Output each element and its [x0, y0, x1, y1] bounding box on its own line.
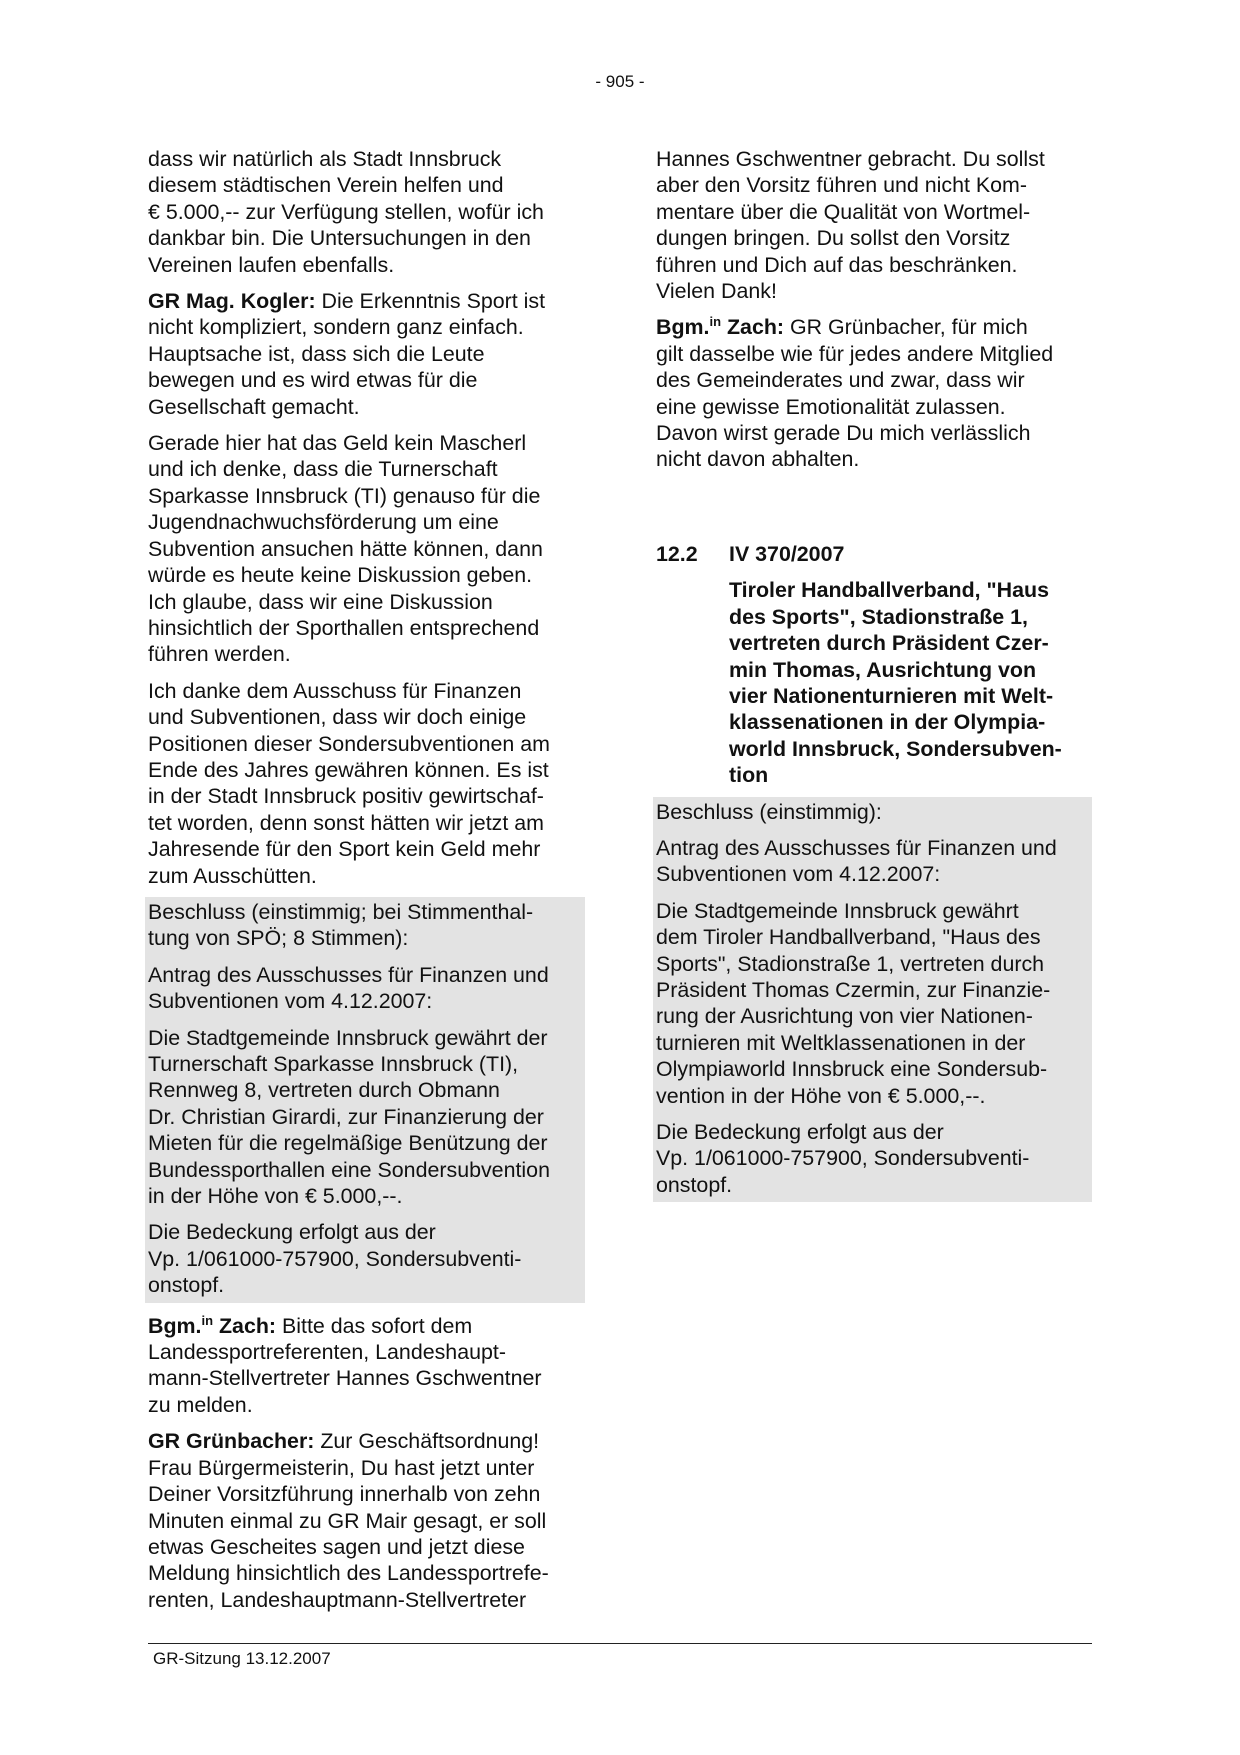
agenda-item-ref: IV 370/2007	[729, 541, 845, 566]
speaker-title-sup: in	[709, 314, 722, 330]
speech-zach	[656, 314, 1092, 472]
resolution-text: Die Stadtgemeinde Innsbruck gewährt dem Tiroler Handballverband, "Haus des Sports", Stadionstraße 1, vertreten durch Präsident Thomas Czermin, zur Finanzie- rung der Ausrichtung von vier Nationen- turnieren mit Weltklassenationen in der Olympiaworld Innsbruck eine Sondersub- vention in der Höhe von € 5.000,--.	[656, 898, 1051, 1108]
right-column	[656, 146, 1092, 1212]
speech-zach	[148, 1313, 585, 1419]
speaker-name	[148, 1314, 276, 1338]
speech-text: Bitte das sofort dem Landessportreferenten, Landeshaupt- mann-Stellvertreter Hannes Gschwentner zu melden.	[148, 1313, 542, 1417]
speaker-title: Bgm.	[148, 1313, 202, 1338]
section-spacer	[656, 483, 1092, 541]
speech-text: GR Grünbacher, für mich gilt dasselbe wie für jedes andere Mitglied des Gemeinderates und zwar, dass wir eine gewisse Emotionalität zulassen. Davon wirst gerade Du mich verlässlich nicht davon abhalten.	[656, 315, 1054, 472]
resolution-heading: Beschluss (einstimmig; bei Stimmenthal- tung von SPÖ; 8 Stimmen):	[148, 899, 534, 951]
footer-text: GR-Sitzung 13.12.2007	[153, 1649, 331, 1668]
resolution-heading: Beschluss (einstimmig):	[656, 799, 882, 824]
speech-text: Die Erkenntnis Sport ist nicht kompliziert, sondern ganz einfach. Hauptsache ist, dass sich die Leute bewegen und es wird etwas für die Gesellschaft gemacht.	[148, 289, 546, 419]
footer-rule	[148, 1643, 1092, 1644]
paragraph: Hannes Gschwentner gebracht. Du sollst aber den Vorsitz führen und nicht Kom- mentare über die Qualität von Wortmel- dungen bringen. Du sollst den Vorsitz führen und Dich auf das beschränken. Vielen Dank!	[656, 147, 1045, 304]
speaker-title: Bgm.	[656, 315, 710, 340]
speaker-name	[656, 315, 784, 339]
speaker-title-sup: in	[201, 1312, 214, 1328]
resolution-box	[653, 797, 1092, 1203]
resolution-motion: Antrag des Ausschusses für Finanzen und Subventionen vom 4.12.2007:	[656, 835, 1057, 887]
speaker-surname: Zach:	[213, 1313, 277, 1338]
agenda-item-header	[656, 541, 1092, 567]
speaker-name: GR Grünbacher:	[148, 1429, 315, 1454]
agenda-item-number: 12.2	[656, 541, 698, 566]
speaker-name: GR Mag. Kogler:	[148, 289, 316, 314]
paragraph: Gerade hier hat das Geld kein Mascherl und ich denke, dass die Turnerschaft Sparkasse Innsbruck (TI) genauso für die Jugendnachwuchsförderung um eine Subvention ansuchen hätte können, dann würde es heute keine Diskussion geben. Ich glaube, dass wir eine Diskussion hinsichtlich der Sporthallen entsprechend führen werden.	[148, 431, 543, 667]
agenda-item-title: Tiroler Handballverband, "Haus des Sports", Stadionstraße 1, vertreten durch Präsident Czer- min Thomas, Ausrichtung von vier Nationenturnieren mit Welt- klassenationen in der Olympia- world Innsbruck, Sondersubven- tion	[729, 578, 1062, 788]
resolution-box	[145, 897, 585, 1303]
left-column	[148, 146, 585, 1623]
paragraph: dass wir natürlich als Stadt Innsbruck diesem städtischen Verein helfen und € 5.000,-- zur Verfügung stellen, wofür ich dankbar bin. Die Untersuchungen in den Vereinen laufen ebenfalls.	[148, 147, 544, 277]
speech-kogler	[148, 288, 585, 420]
page-number: - 905 -	[595, 72, 645, 91]
resolution-text: Die Stadtgemeinde Innsbruck gewährt der Turnerschaft Sparkasse Innsbruck (TI), Rennweg 8, vertreten durch Obmann Dr. Christian Girardi, zur Finanzierung der Mieten für die regelmäßige Benützung der Bundessporthallen eine Sondersubvention in der Höhe von € 5.000,--.	[148, 1025, 550, 1209]
resolution-funding: Die Bedeckung erfolgt aus der Vp. 1/061000-757900, Sondersubventi- onstopf.	[148, 1220, 522, 1298]
resolution-funding: Die Bedeckung erfolgt aus der Vp. 1/061000-757900, Sondersubventi- onstopf.	[656, 1120, 1030, 1197]
speech-gruenbacher	[148, 1428, 585, 1613]
speech-text: Zur Geschäftsordnung! Frau Bürgermeisterin, Du hast jetzt unter Deiner Vorsitzführung innerhalb von zehn Minuten einmal zu GR Mair gesagt, er soll etwas Gescheites sagen und jetzt diese Meldung hinsichtlich des Landessportrefe- renten, Landeshauptmann-Stellvertreter	[148, 1429, 549, 1612]
resolution-motion: Antrag des Ausschusses für Finanzen und Subventionen vom 4.12.2007:	[148, 962, 549, 1014]
speaker-surname: Zach:	[721, 315, 785, 340]
paragraph: Ich danke dem Ausschuss für Finanzen und Subventionen, dass wir doch einige Positionen dieser Sondersubventionen am Ende des Jahres gewähren können. Es ist in der Stadt Innsbruck positiv gewirtschaf- tet worden, denn sonst hätten wir jetzt am Jahresende für den Sport kein Geld mehr zum Ausschütten.	[148, 678, 550, 888]
